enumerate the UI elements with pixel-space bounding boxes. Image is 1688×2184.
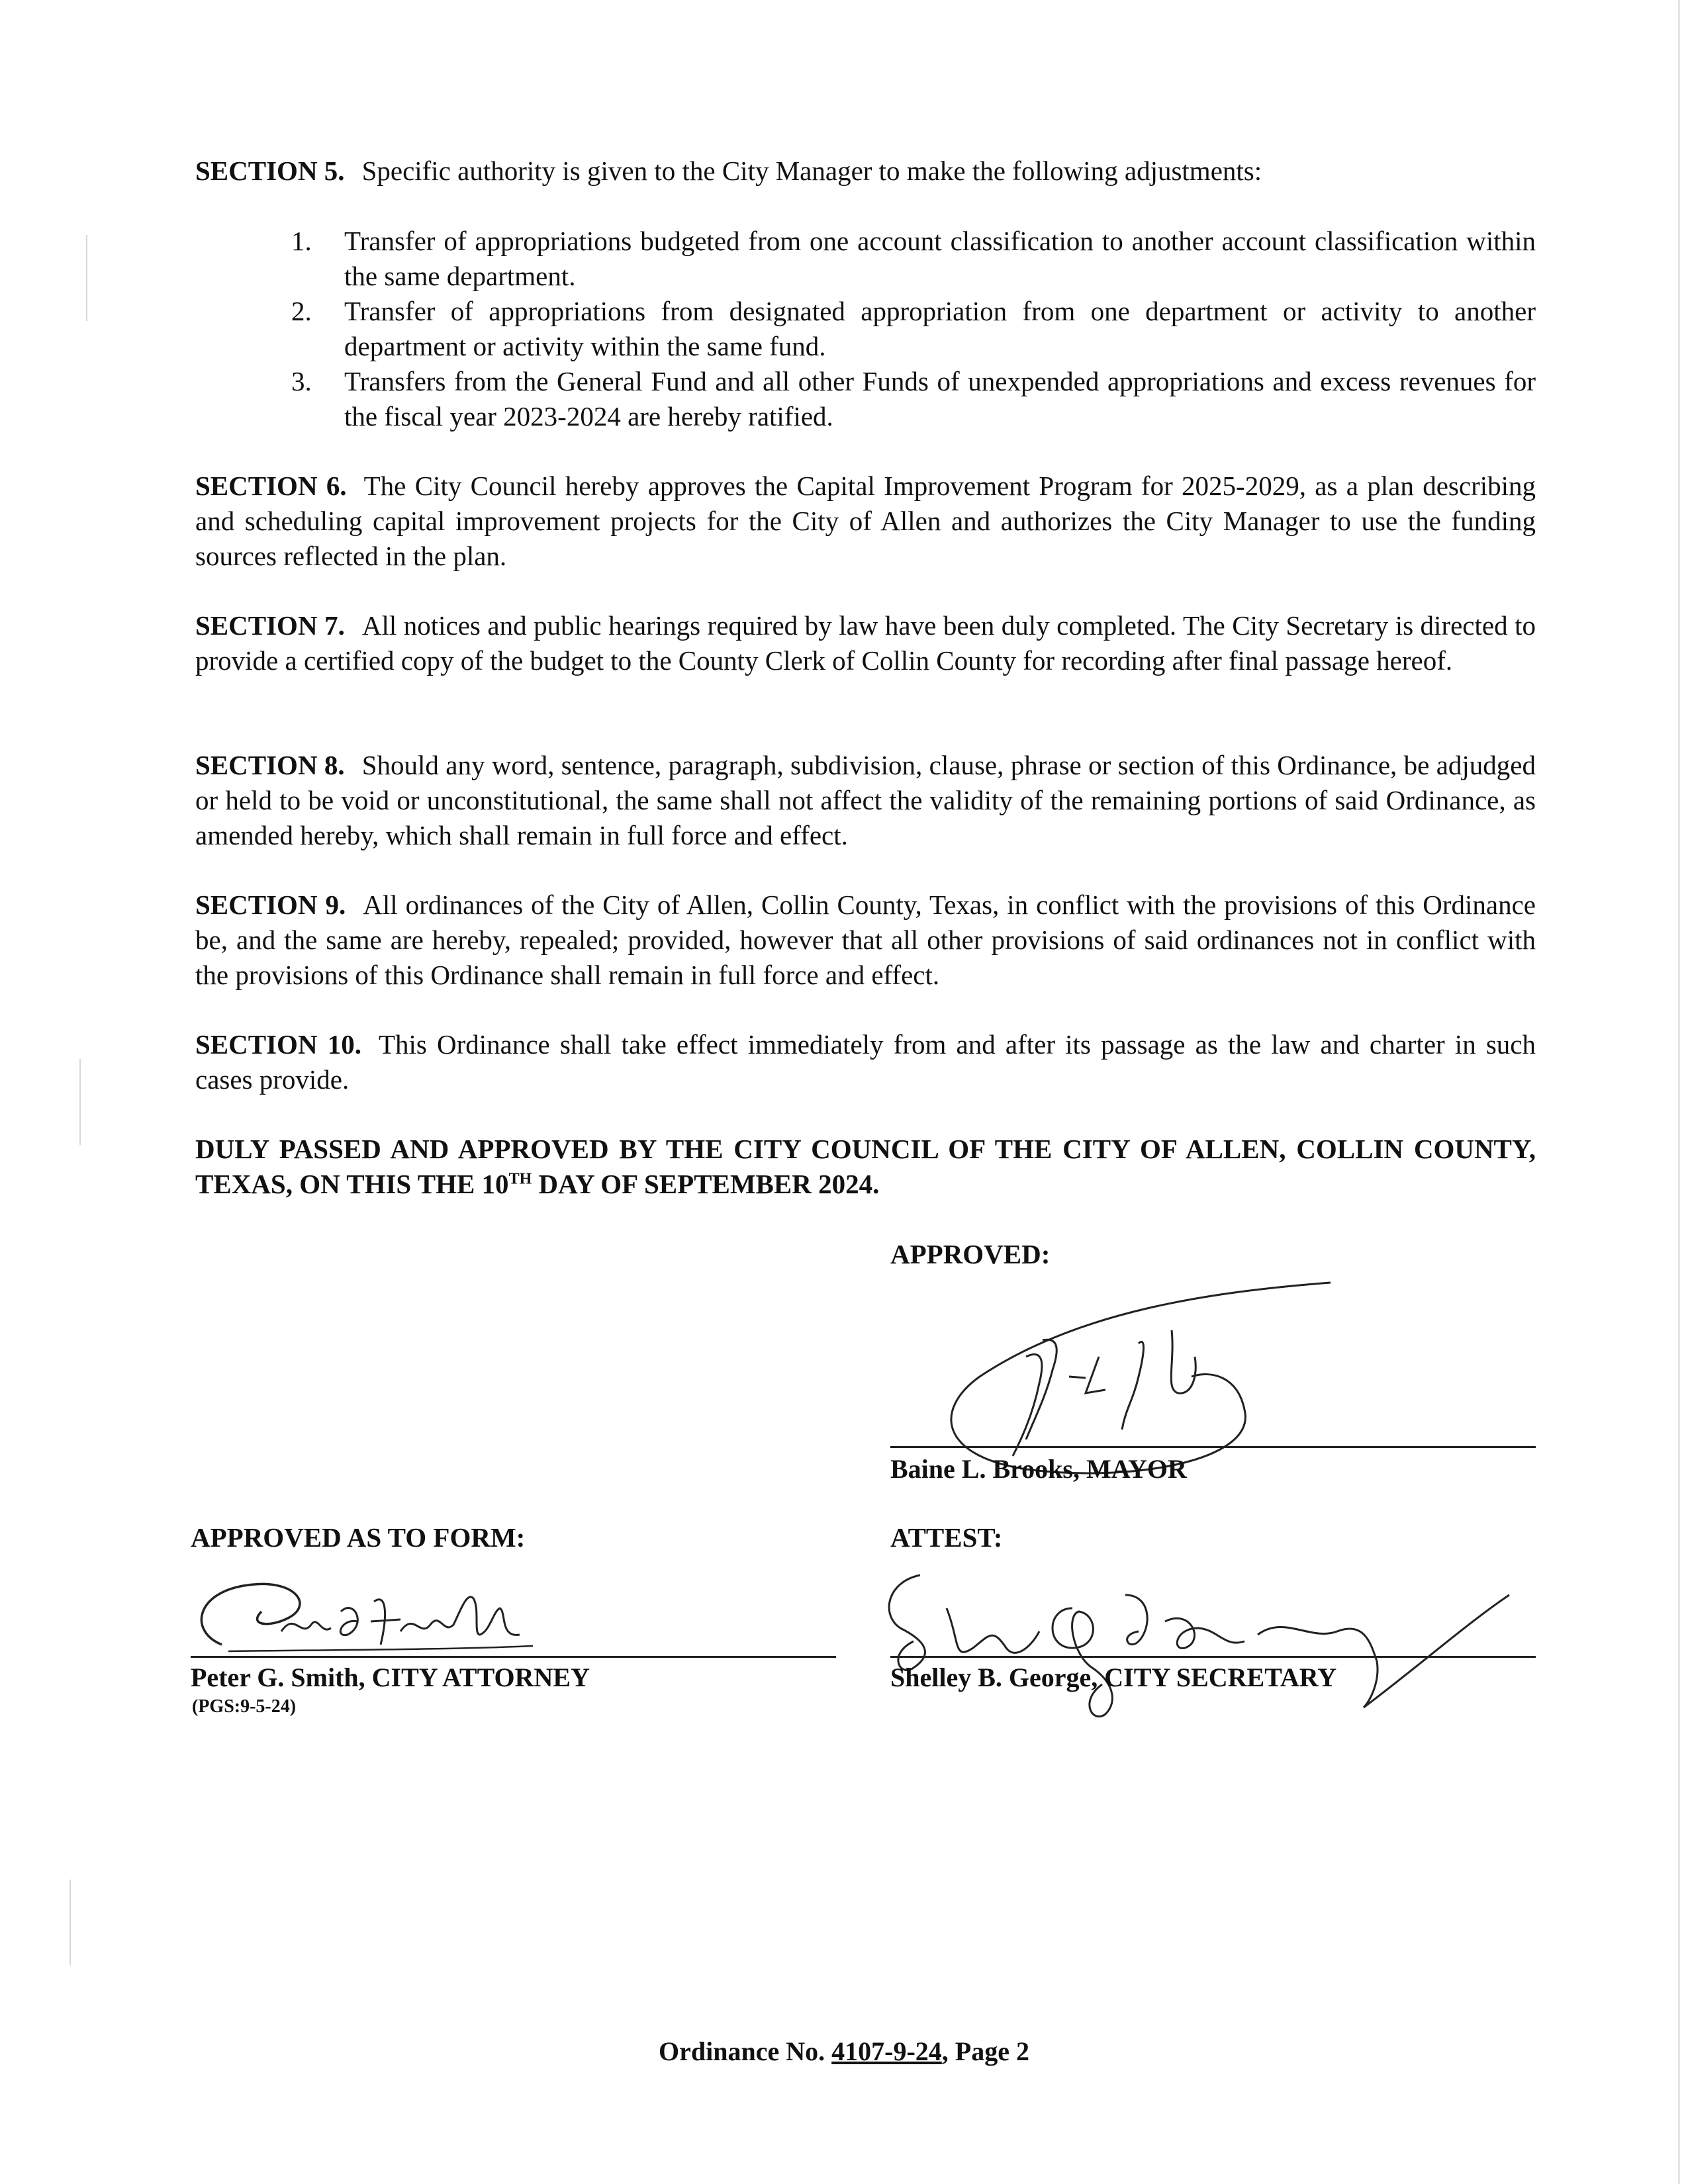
attorney-signature — [189, 1572, 546, 1664]
passage-text: DULY PASSED AND APPROVED BY THE CITY COUNCIL OF THE CITY OF ALLEN, COLLIN COUNTY, TEXAS, ON THIS THE 10 — [195, 1134, 1536, 1199]
section-8 — [195, 748, 1536, 853]
footer-page: , Page 2 — [941, 2036, 1029, 2066]
scan-mark — [86, 235, 87, 321]
secretary-signature — [874, 1569, 1523, 1721]
list-item-text: Transfer of appropriations budgeted from one account classification to another account classification within the same department. — [344, 226, 1536, 291]
ordinance-number: 4107-9-24 — [831, 2036, 942, 2066]
list-item-number: 1. — [291, 226, 312, 256]
section-5-label: SECTION 5. — [195, 156, 345, 186]
approved-label: APPROVED: — [890, 1239, 1051, 1269]
attorney-name: Peter G. Smith, CITY ATTORNEY — [191, 1662, 590, 1692]
section-10-label: SECTION 10. — [195, 1029, 361, 1060]
section-9-text: All ordinances of the City of Allen, Collin County, Texas, in conflict with the provisions of this Ordinance be, and the same are hereby, repealed; provided, however that all other provisions of said ordinances not in conflict with the provisions of this Ordinance shall remain in full force and effect. — [195, 889, 1536, 990]
section-9-label: SECTION 9. — [195, 889, 346, 920]
secretary-name: Shelley B. George, CITY SECRETARY — [890, 1662, 1337, 1692]
attorney-initials: (PGS:9-5-24) — [192, 1696, 297, 1717]
secretary-signature-line — [890, 1656, 1536, 1658]
attorney-signature-line — [191, 1656, 836, 1658]
section-6-text: The City Council hereby approves the Capital Improvement Program for 2025-2029, as a plan describing and scheduling capital improvement projects for the City of Allen and authorizes the City Manager to use the funding sources reflected in the plan. — [195, 471, 1536, 571]
mayor-name: Baine L. Brooks, MAYOR — [890, 1454, 1187, 1484]
section-10 — [195, 1027, 1536, 1097]
list-item-text: Transfer of appropriations from designated appropriation from one department or activity to another department or activity within the same fund. — [344, 296, 1536, 361]
passage-date: DAY OF SEPTEMBER 2024. — [532, 1169, 880, 1199]
section-8-text: Should any word, sentence, paragraph, subdivision, clause, phrase or section of this Ordinance, be adjudged or held to be void or unconstitutional, the same shall not affect the validity of the remaining portions of said Ordinance, as amended hereby, which shall remain in full force and effect. — [195, 750, 1536, 850]
scan-edge — [1678, 0, 1680, 2184]
scan-mark — [79, 1059, 81, 1145]
list-item-number: 3. — [291, 366, 312, 396]
section-6-label: SECTION 6. — [195, 471, 347, 501]
scan-mark — [70, 1880, 71, 1966]
section-7-label: SECTION 7. — [195, 610, 345, 641]
section-7 — [195, 608, 1536, 678]
section-7-text: All notices and public hearings required by law have been duly completed. The City Secretary is directed to provide a certified copy of the budget to the County Clerk of Collin County for recording after final passage hereof. — [195, 610, 1536, 676]
approved-as-to-form-label: APPROVED AS TO FORM: — [191, 1522, 526, 1553]
section-5-text: Specific authority is given to the City Manager to make the following adjustments: — [361, 156, 1262, 186]
section-5 — [195, 154, 1536, 189]
passage-statement — [195, 1132, 1536, 1202]
list-item-number: 2. — [291, 296, 312, 326]
section-10-text: This Ordinance shall take effect immediately from and after its passage as the law and charter in such cases provide. — [195, 1029, 1536, 1095]
passage-ordinal-suffix: TH — [508, 1170, 532, 1188]
section-8-label: SECTION 8. — [195, 750, 345, 780]
list-item-text: Transfers from the General Fund and all other Funds of unexpended appropriations and excess revenues for the fiscal year 2023-2024 are hereby ratified. — [344, 366, 1536, 432]
page-footer — [0, 2036, 1688, 2067]
mayor-signature-line — [890, 1446, 1536, 1448]
section-6 — [195, 469, 1536, 574]
attest-label: ATTEST: — [890, 1522, 1003, 1553]
footer-prefix: Ordinance No. — [659, 2036, 832, 2066]
section-9 — [195, 887, 1536, 993]
